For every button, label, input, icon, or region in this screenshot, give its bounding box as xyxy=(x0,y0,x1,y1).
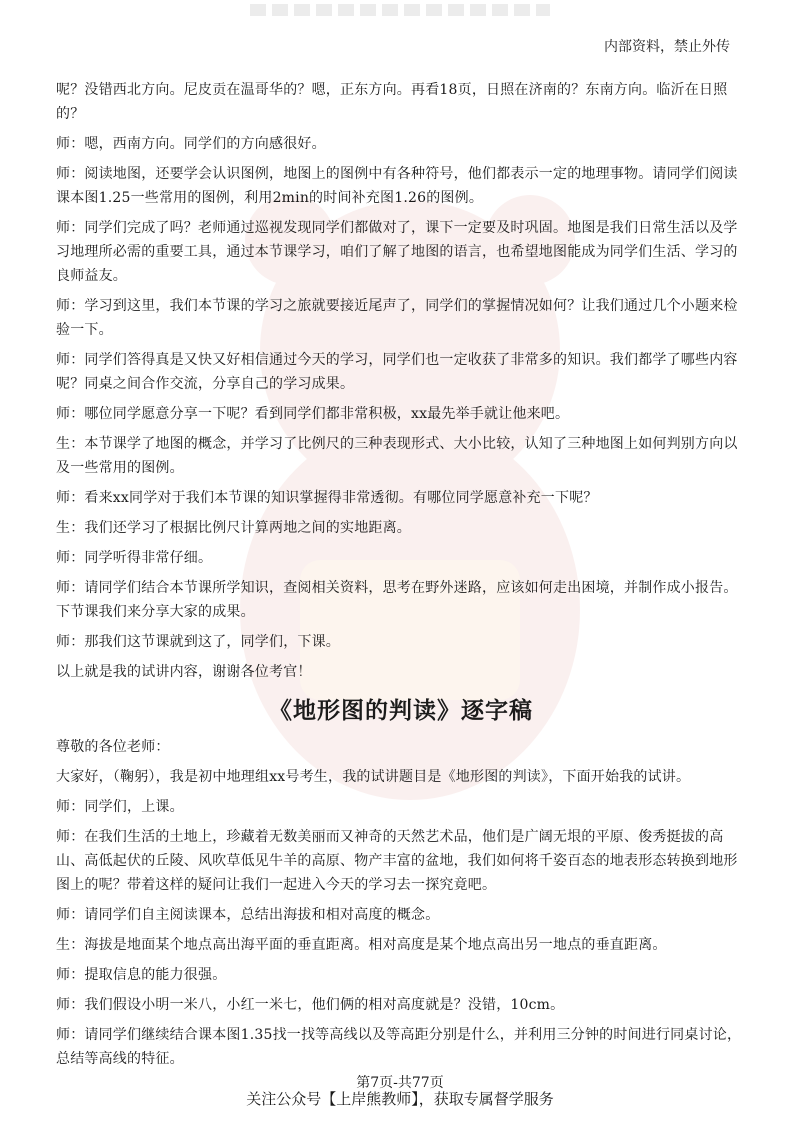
paragraph: 师：看来xx同学对于我们本节课的知识掌握得非常透彻。有哪位同学愿意补充一下呢？ xyxy=(56,490,598,506)
paragraph: 师：那我们这节课就到这了，同学们，下课。 xyxy=(56,634,340,650)
paragraph: 师：请同学们继续结合课本图1.35找一找等高线以及等高距分别是什么，并利用三分钟的时间进行同桌讨论，总结等高线的特征。 xyxy=(56,1027,742,1067)
paragraph: 师：同学们，上课。 xyxy=(56,799,184,815)
paragraph: 生：本节课学了地图的概念，并学习了比例尺的三种表现形式、大小比较，认知了三种地图上如何判别方向以及一些常用的图例。 xyxy=(56,436,738,476)
section-title: 《地形图的判读》逐字稿 xyxy=(269,698,533,724)
paragraph: 师：哪位同学愿意分享一下呢？看到同学们都非常积极，xx最先举手就让他来吧。 xyxy=(56,406,570,422)
paragraph: 师：同学们答得真是又快又好相信通过今天的学习，同学们也一定收获了非常多的知识。我们都学了哪些内容呢？同桌之间合作交流，分享自己的学习成果。 xyxy=(56,352,738,392)
paragraph: 尊敬的各位老师： xyxy=(56,739,170,755)
paragraph: 以上就是我的试讲内容，谢谢各位考官！ xyxy=(56,664,312,680)
paragraph: 大家好，（鞠躬），我是初中地理组xx号考生，我的试讲题目是《地形图的判读》，下面开始我的试讲。 xyxy=(56,769,691,785)
paragraph: 师：同学们完成了吗？老师通过巡视发现同学们都做对了，课下一定要及时巩固。地图是我们日常生活以及学习地理所必需的重要工具，通过本节课学习，咱们了解了地图的语言，也希望地图能成为同学们生活、学习的良师益友。 xyxy=(56,220,738,284)
paragraph: 师：请同学们自主阅读课本，总结出海拔和相对高度的概念。 xyxy=(56,907,440,923)
document-body xyxy=(56,78,746,1077)
paragraph: 生：海拔是地面某个地点高出海平面的垂直距离。相对高度是某个地点高出另一地点的垂直距离。 xyxy=(56,937,667,953)
footer-promo-text: 关注公众号【上岸熊教师】，获取专属督学服务 xyxy=(246,1090,554,1108)
paragraph: 生：我们还学习了根据比例尺计算两地之间的实地距离。 xyxy=(56,520,411,536)
paragraph: 师：我们假设小明一米八，小红一米七，他们俩的相对高度就是？没错，10cm。 xyxy=(56,997,565,1013)
page-number: 第7页-共77页 xyxy=(356,1075,444,1091)
paragraph: 师：提取信息的能力很强。 xyxy=(56,967,227,983)
paragraph: 师：嗯，西南方向。同学们的方向感很好。 xyxy=(56,136,326,152)
paragraph: 师：在我们生活的土地上，珍藏着无数美丽而又神奇的天然艺术品，他们是广阔无垠的平原、俊秀挺拔的高山、高低起伏的丘陵、风吹草低见牛羊的高原、物产丰富的盆地，我们如何将千姿百态的地表形态转换到地形图上的呢？带着这样的疑问让我们一起进入今天的学习去一探究竟吧。 xyxy=(56,829,738,893)
paragraph: 师：学习到这里，我们本节课的学习之旅就要接近尾声了，同学们的掌握情况如何？让我们通过几个小题来检验一下。 xyxy=(56,298,738,338)
paragraph: 师：请同学们结合本节课所学知识，查阅相关资料，思考在野外迷路，应该如何走出困境，并制作成小报告。下节课我们来分享大家的成果。 xyxy=(56,580,738,620)
confidential-note: 内部资料，禁止外传 xyxy=(604,39,730,55)
faint-header-text xyxy=(250,4,550,16)
paragraph: 师：阅读地图，还要学会认识图例，地图上的图例中有各种符号，他们都表示一定的地理事物。请同学们阅读课本图1.25一些常用的图例，利用2min的时间补充图1.26的图例。 xyxy=(56,166,738,206)
paragraph: 呢？没错西北方向。尼皮贡在温哥华的？嗯，正东方向。再看18页，日照在济南的？东南方向。临沂在日照的？ xyxy=(56,82,728,122)
paragraph: 师：同学听得非常仔细。 xyxy=(56,550,213,566)
